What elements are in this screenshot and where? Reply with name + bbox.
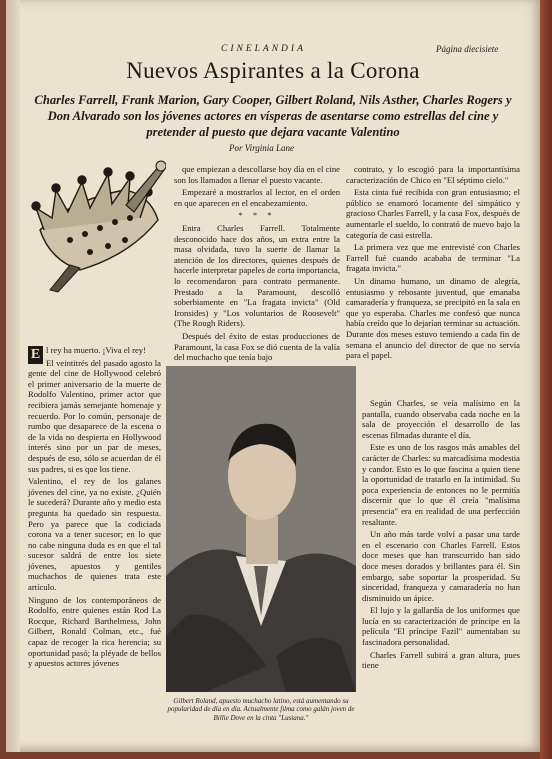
paragraph: Un dinamo humano, un dinamo de alegría, entusiasmo y rebosante juventud, que emanaba camaradería y franqueza, se precipitó en la sala en que yo esperaba. Charles me confesó que nunca había creído que lo dejarían terminar su actuación. Durante dos meses estuvo temiendo a cada fin de semana el anuncio del director de que no servía para el papel.	[346, 275, 520, 361]
paragraph: Esta cinta fué recibida con gran entusiasmo; el público se enamoró locamente del simpático y gracioso Charles Farrell, y la casa Fox, después de aumentarle el sueldo, lo contrató de nuevo bajo la categoría de casi estrella.	[346, 187, 520, 240]
article-title: Nuevos Aspirantes a la Corona	[126, 58, 420, 83]
magazine-name: CINELANDIA	[221, 44, 306, 54]
book-cover-edge	[540, 0, 552, 759]
portrait-photo	[166, 366, 356, 692]
paragraph: Ninguno de los contemporáneos de Rodolfo, entre quienes están Rod La Rocque, Richard Barthelmess, John Gilbert, Ronald Colman, etc., fué capaz de recoger la rica herencia; su oportunidad pasó; la pléyade de bellos y apuestos actores jóvenes	[28, 594, 161, 669]
paragraph: Charles Farrell subirá a gran altura, pues tiene	[362, 649, 520, 671]
paragraph: Empezaré a mostrarlos al lector, en el orden en que aparecen en el encabezamiento.	[174, 187, 340, 208]
column-2	[174, 164, 340, 365]
paragraph: Valentino, el rey de los galanes jóvenes del cine, ya no existe. ¿Quién le sucederá? Durante año y medio esta pregunta ha quedado sin respuesta. Pero ya parece que la codiciada corona va a tener sucesor; en lo que no cabe ninguna duda es en que el tal sucesor saldrá de entre los siete jóvenes, apuestos y gentiles muchachos de quienes trata este artículo.	[28, 476, 161, 593]
article-subtitle: Charles Farrell, Frank Marion, Gary Cooper, Gilbert Roland, Nils Asther, Charles Rogers y Don Alvarado son los jóvenes actores en vísperas de asentarse como estrellas del cine y pretender al puesto que dejara vacante Valentino	[34, 93, 512, 139]
column-3	[346, 164, 520, 363]
magazine-page	[6, 0, 540, 752]
paragraph: contrato, y lo escogió para la importantísima caracterización de Chico en "El séptimo cielo."	[346, 164, 520, 185]
paragraph: Entra Charles Farrell. Totalmente desconocido hace dos años, un extra entre la masa olvidada, tuvo la suerte de llamar la atención de los directores, quienes después de hacerle interpretar papeles de corta importancia, lo recomendaron para contrato permanente. Prestado a la Paramount, descolló soberbiamente en "La fragata invicta" (Old Ironsides) y "Los voluntarios de Roosevelt" (The Rough Riders).	[174, 222, 340, 329]
section-separator: * * *	[238, 210, 276, 221]
byline: Por Virginia Lane	[229, 143, 294, 153]
photo-caption: Gilbert Roland, apuesto muchacho latino, está aumentando su popularidad de día en día. Actualmente filma como galán joven de Billie Dove en la cinta "Lusiana."	[167, 697, 355, 722]
column-3-continued	[362, 398, 520, 673]
paragraph: Este es uno de los rasgos más amables del carácter de Charles: su marcadísima modestia y candor. Esto es lo que fascina a quien tiene la oportunidad de tratarlo en la intimidad. Su poca experiencia de entonces no le permitía discernir que lo que él creía "malísima presencia" era en realidad de una perfección resaltante.	[362, 442, 520, 527]
paragraph: La primera vez que me entrevisté con Charles Farrell fué cuando acababa de terminar "La fragata invicta."	[346, 242, 520, 274]
paragraph: l rey ha muerto. ¡Viva el rey!	[46, 345, 146, 355]
paragraph: Después del éxito de estas producciones de Paramount, la casa Fox se dió cuenta de la valía del muchacho que tenía bajo	[174, 330, 340, 363]
paragraph: El veintitrés del pasado agosto la gente del cine de Hollywood celebró el primer aniversario de la muerte de Rodolfo Valentino, primer actor que recibiera jamás semejante homenaje y recuerdo. Por lo común, personaje de rumbo que desaparece de la escena o de la vida no despierta en Hollywood interés sino por un par de meses, después de eso, sólo se acuerdan de él sus padres, si es que los tiene.	[28, 357, 161, 474]
page-binding	[6, 0, 20, 752]
drop-cap: E	[28, 346, 43, 364]
paragraph: Según Charles, se veía malísimo en la pantalla, cuando observaba cada noche en la sala de proyección el desarrollo de las escenas filmadas durante el día.	[362, 398, 520, 440]
page-number-label: Página diecisiete	[436, 44, 499, 54]
paragraph: Un año más tarde volví a pasar una tarde en el escenario con Charles Farrell. Estos doce meses que han transcurrido han sido doce meses dorados y brillantes para él. Sin embargo, sabe soportar la prosperidad. Su sinceridad, franqueza y camaradería no han disminuido un ápice.	[362, 529, 520, 603]
column-1	[28, 345, 161, 671]
crown-illustration	[30, 160, 166, 295]
paragraph: que empiezan a descollarse hoy día en el cine son los llamados a llenar el puesto vacante.	[174, 164, 340, 185]
paragraph: El lujo y la gallardía de los uniformes que lucía en su caracterización de príncipe en la película "El príncipe Fazil" aumentaban su fascinadora personalidad.	[362, 605, 520, 648]
